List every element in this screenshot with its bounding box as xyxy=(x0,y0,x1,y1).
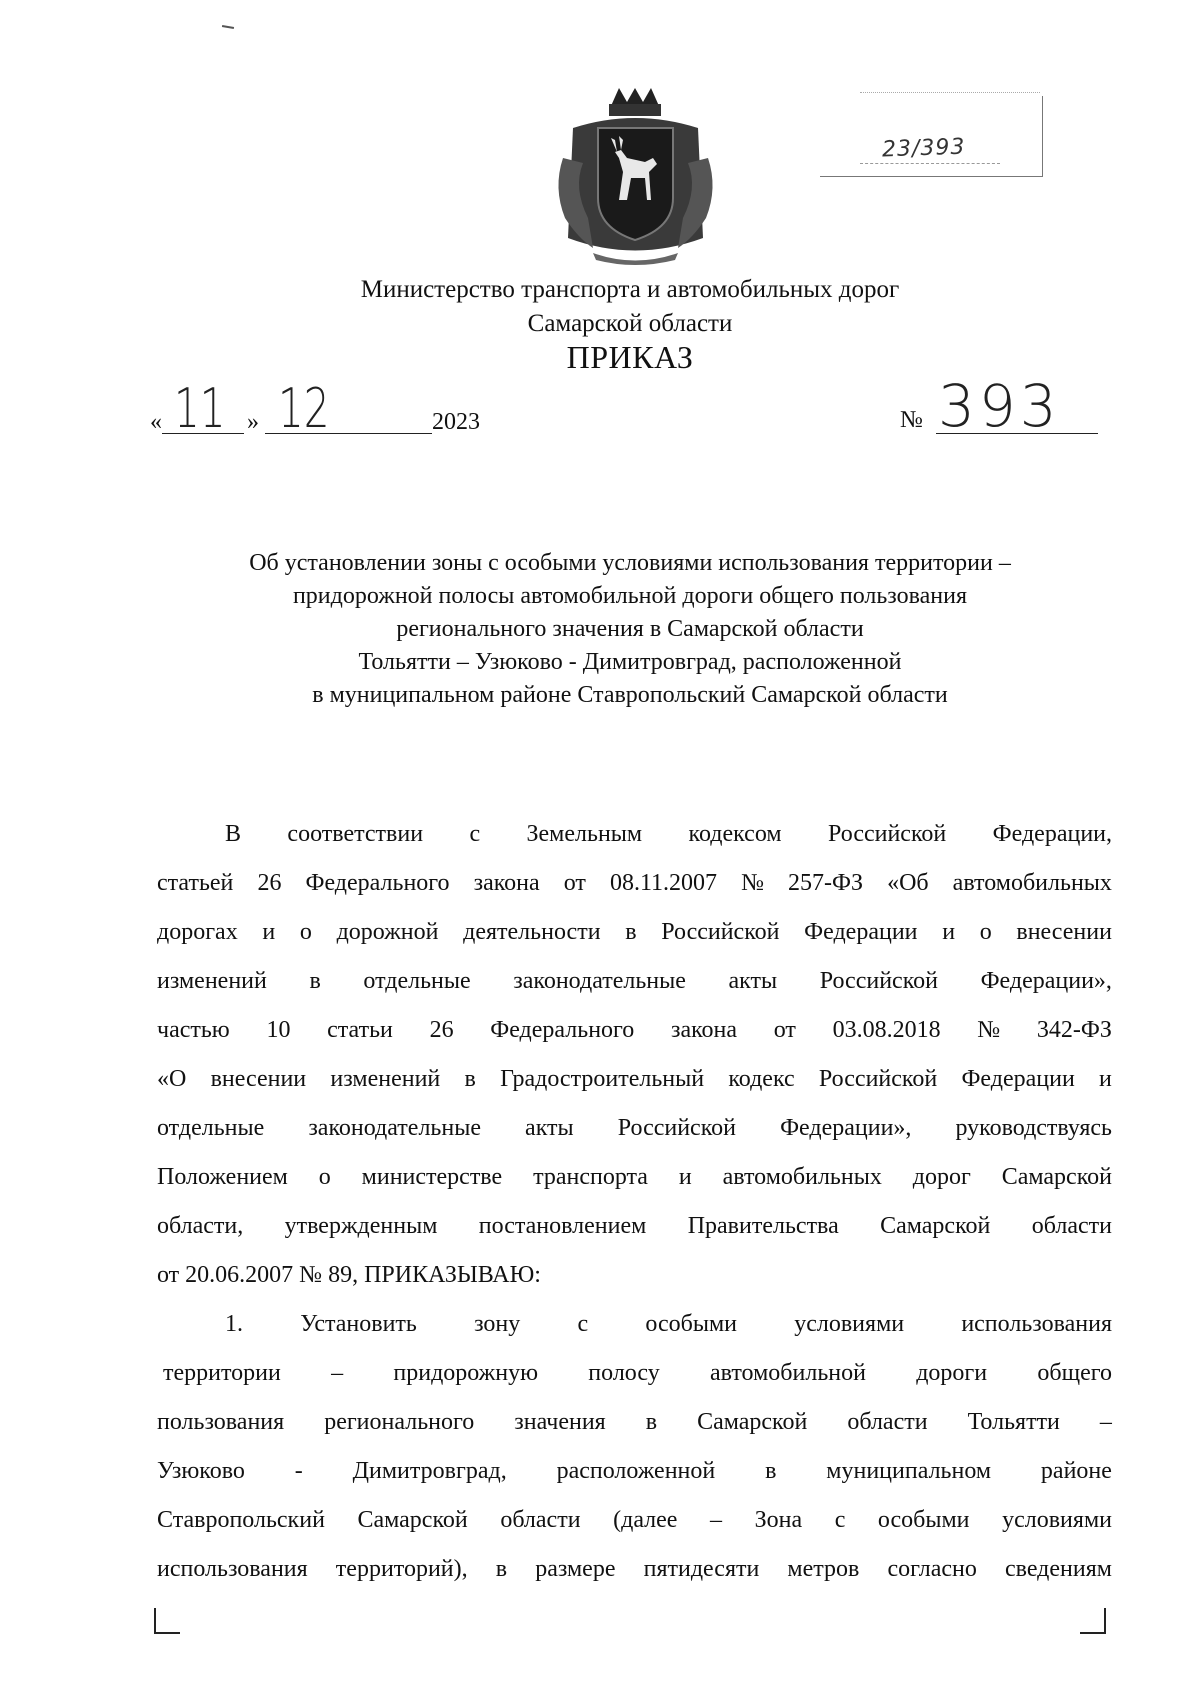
body-word: Федерального xyxy=(305,870,450,896)
body-word: кодекс xyxy=(728,1066,795,1092)
body-line xyxy=(157,957,1112,1006)
registration-underline xyxy=(860,163,1000,164)
document-type-heading: ПРИКАЗ xyxy=(566,339,694,375)
body-word: «О xyxy=(157,1066,187,1092)
body-word: муниципальном xyxy=(826,1458,992,1484)
body-word: от xyxy=(563,870,586,896)
body-word: регионального xyxy=(324,1409,475,1435)
body-word: 257-ФЗ xyxy=(788,870,864,896)
body-word: внесении xyxy=(210,1066,307,1092)
body-word: Самарской xyxy=(357,1507,468,1533)
order-number-underline xyxy=(936,433,1098,434)
body-word: использования xyxy=(961,1311,1112,1337)
body-word: в xyxy=(645,1409,658,1435)
body-word: особыми xyxy=(645,1311,737,1337)
order-number-handwritten: 393 xyxy=(938,372,1061,440)
body-word: Установить xyxy=(300,1311,417,1337)
body-word: особыми xyxy=(877,1507,970,1533)
body-word: «Об xyxy=(887,870,929,896)
body-word: полосу xyxy=(588,1360,660,1386)
body-word: – xyxy=(331,1360,344,1386)
body-word: Тольятти xyxy=(967,1409,1060,1435)
body-word: размере xyxy=(535,1556,616,1582)
body-word: автомобильной xyxy=(710,1360,866,1386)
body-word: деятельности xyxy=(463,919,601,945)
body-word: области, xyxy=(157,1213,244,1239)
body-word: в xyxy=(625,919,637,945)
order-date xyxy=(150,377,480,440)
body-line xyxy=(157,810,1112,859)
body-word: придорожную xyxy=(393,1360,539,1386)
body-word: акты xyxy=(525,1115,574,1141)
body-word: Градостроительный xyxy=(500,1066,705,1092)
title-line: регионального значения в Самарской области xyxy=(396,616,864,642)
body-line xyxy=(157,1300,1112,1349)
body-word: Российской xyxy=(818,1066,938,1092)
body-word: районе xyxy=(1040,1458,1112,1484)
body-word: метров xyxy=(787,1556,860,1582)
body-word: условиями xyxy=(1002,1507,1112,1533)
registration-number: 23/393 xyxy=(881,134,966,163)
body-word: Зона xyxy=(754,1507,803,1533)
body-word: Ставропольский xyxy=(157,1507,325,1533)
body-word: и xyxy=(678,1164,692,1190)
order-number xyxy=(900,372,1100,440)
body-word: дорогах xyxy=(157,919,238,945)
body-word: пользования xyxy=(157,1409,285,1435)
body-word: Самарской xyxy=(697,1409,808,1435)
body-word: № xyxy=(741,870,764,896)
body-word: 10 xyxy=(266,1017,291,1043)
ministry-name-line1: Министерство транспорта и автомобильных дорог xyxy=(360,276,900,303)
number-sign: № xyxy=(900,407,923,433)
title-line: придорожной полосы автомобильной дороги общего пользования xyxy=(292,583,968,609)
body-line xyxy=(157,1545,1112,1594)
body-word: и xyxy=(1099,1066,1112,1092)
body-word: Федерации xyxy=(961,1066,1075,1092)
body-word: транспорта xyxy=(533,1164,648,1190)
body-word: автомобильных xyxy=(722,1164,882,1190)
corner-mark-bottom-right xyxy=(1080,1608,1106,1634)
body-word: 26 xyxy=(257,870,282,896)
body-word: территорий), xyxy=(335,1556,468,1582)
body-line xyxy=(157,1251,1112,1300)
body-word: дорожной xyxy=(336,919,439,945)
body-word: Федерации, xyxy=(992,821,1112,847)
body-word: кодексом xyxy=(688,821,782,847)
body-word: 03.08.2018 xyxy=(832,1017,941,1043)
body-line xyxy=(157,1006,1112,1055)
body-word: дорог xyxy=(912,1164,971,1190)
scan-speck xyxy=(222,25,234,29)
body-word: – xyxy=(710,1507,723,1533)
body-word: о xyxy=(979,919,992,945)
body-word: Российской xyxy=(819,968,938,994)
body-word: Федерации», xyxy=(780,1115,912,1141)
body-word: расположенной xyxy=(556,1458,716,1484)
body-word: с xyxy=(834,1507,846,1533)
title-line: Об установлении зоны с особыми условиями использования территории – xyxy=(249,550,1011,576)
body-word: общего xyxy=(1037,1360,1112,1386)
body-word: 342-ФЗ xyxy=(1036,1017,1112,1043)
body-word: согласно xyxy=(887,1556,977,1582)
title-line: Тольятти – Узюково - Димитровград, расположенной xyxy=(358,649,902,675)
body-word: в xyxy=(464,1066,476,1092)
body-word: в xyxy=(495,1556,508,1582)
body-line xyxy=(157,1349,1112,1398)
body-word: от xyxy=(773,1017,796,1043)
body-word: внесении xyxy=(1016,919,1112,945)
body-word: статьи xyxy=(327,1017,393,1043)
date-close-quote: » xyxy=(247,409,259,435)
body-word: Российской xyxy=(827,821,947,847)
body-word: – xyxy=(1099,1409,1112,1435)
body-word: условиями xyxy=(794,1311,905,1337)
body-word: министерстве xyxy=(361,1164,503,1190)
body-word: сведениям xyxy=(1005,1556,1112,1582)
date-day-underline xyxy=(162,433,244,434)
body-word: Положением xyxy=(157,1164,288,1190)
date-day-handwritten: 11 xyxy=(174,377,226,440)
date-month-underline xyxy=(265,433,432,434)
body-line xyxy=(157,1496,1112,1545)
body-word: закона xyxy=(670,1017,738,1043)
body-word: Российской xyxy=(661,919,780,945)
body-word: изменений xyxy=(330,1066,441,1092)
body-word: В xyxy=(225,821,242,847)
body-word: Димитровград, xyxy=(352,1458,507,1484)
body-word: автомобильных xyxy=(952,870,1112,896)
ministry-name-line2: Самарской области xyxy=(527,310,733,337)
body-line xyxy=(157,1104,1112,1153)
body-word: 08.11.2007 xyxy=(609,870,718,896)
body-word: Самарской xyxy=(880,1213,991,1239)
body-word: постановлением xyxy=(478,1213,647,1239)
body-word: утвержденным xyxy=(284,1213,438,1239)
body-word: № xyxy=(977,1017,1001,1043)
date-month-handwritten: 12 xyxy=(278,377,330,440)
body-line xyxy=(157,1055,1112,1104)
body-word: соответствии xyxy=(287,821,424,847)
corner-mark-bottom-left xyxy=(154,1608,180,1634)
body-word: с xyxy=(469,821,481,847)
body-word: законодательные xyxy=(308,1115,481,1141)
body-word: - xyxy=(294,1458,303,1484)
body-word: Федерального xyxy=(490,1017,635,1043)
body-word: изменений xyxy=(157,968,267,994)
body-word: (далее xyxy=(613,1507,678,1533)
body-word: Федерации xyxy=(804,919,918,945)
body-word: статьей xyxy=(157,870,234,896)
body-word: области xyxy=(847,1409,928,1435)
body-word: Правительства xyxy=(687,1213,839,1239)
body-word: значения xyxy=(514,1409,606,1435)
body-word: 26 xyxy=(429,1017,454,1043)
body-word: закона xyxy=(473,870,540,896)
body-word: Федерации», xyxy=(980,968,1112,994)
body-word: дороги xyxy=(916,1360,988,1386)
body-word: области xyxy=(500,1507,581,1533)
body-line-text: от 20.06.2007 № 89, ПРИКАЗЫВАЮ: xyxy=(157,1262,541,1288)
body-word: и xyxy=(262,919,276,945)
body-word: законодательные xyxy=(513,968,686,994)
body-word: использования xyxy=(157,1556,308,1582)
body-word: территории xyxy=(163,1360,281,1386)
body-line xyxy=(157,908,1112,957)
title-line: в муниципальном районе Ставропольский Самарской области xyxy=(312,682,948,708)
body-word: Самарской xyxy=(1001,1164,1112,1190)
body-word: Земельным xyxy=(526,821,643,847)
body-word: акты xyxy=(728,968,778,994)
body-word: руководствуясь xyxy=(955,1115,1112,1141)
date-open-quote: « xyxy=(150,409,162,435)
order-body-text xyxy=(157,810,1112,1594)
body-line xyxy=(157,1398,1112,1447)
body-word: о xyxy=(318,1164,331,1190)
body-word: частью xyxy=(157,1017,230,1043)
body-word: в xyxy=(309,968,321,994)
order-title xyxy=(120,547,1140,712)
body-word: и xyxy=(942,919,956,945)
body-word: отдельные xyxy=(363,968,471,994)
body-line xyxy=(157,1447,1112,1496)
body-word: 1. xyxy=(225,1311,243,1337)
coat-of-arms-icon xyxy=(553,88,718,266)
body-word: с xyxy=(577,1311,589,1337)
date-year: 2023 xyxy=(432,409,480,435)
body-word: о xyxy=(299,919,312,945)
body-word: в xyxy=(765,1458,777,1484)
body-word: области xyxy=(1031,1213,1112,1239)
body-line xyxy=(157,1153,1112,1202)
body-word: зону xyxy=(474,1311,521,1337)
body-word: Узюково xyxy=(157,1458,245,1484)
body-word: Российской xyxy=(617,1115,736,1141)
body-line xyxy=(157,859,1112,908)
body-line xyxy=(157,1202,1112,1251)
body-word: пятидесяти xyxy=(643,1556,760,1582)
body-word: отдельные xyxy=(157,1115,265,1141)
